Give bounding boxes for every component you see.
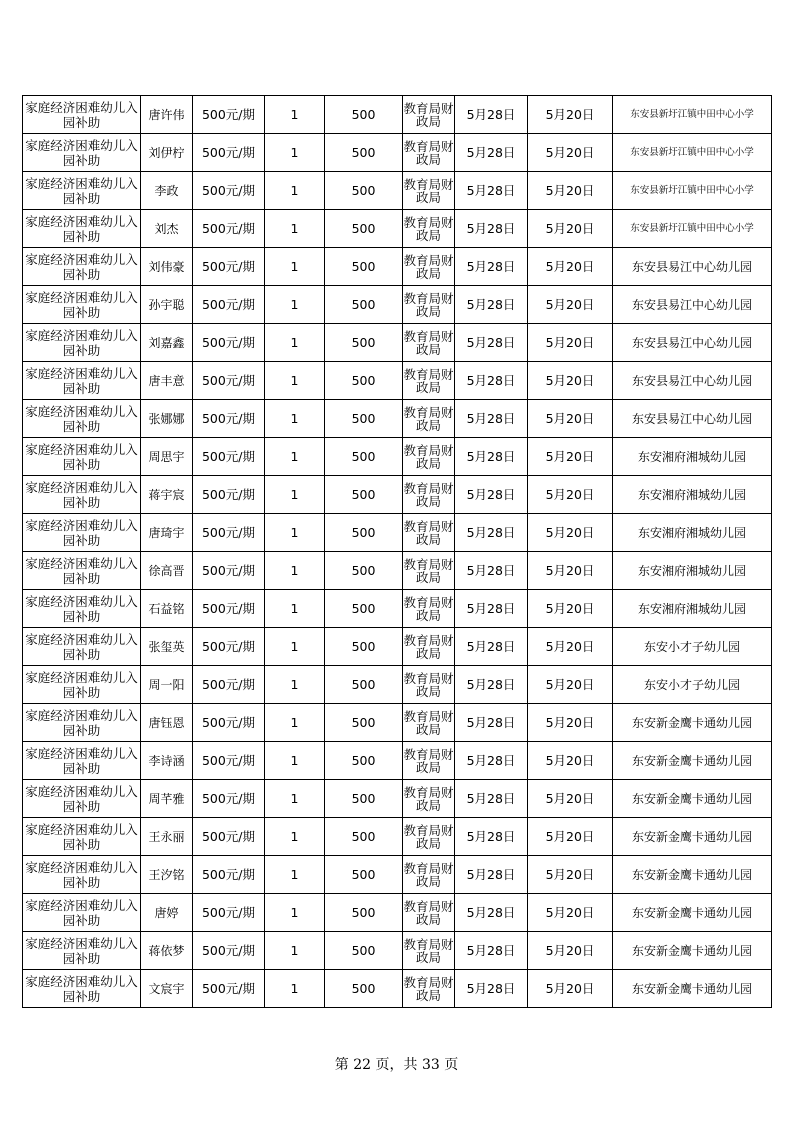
date-cell: 5月28日 xyxy=(455,96,528,134)
count-cell: 1 xyxy=(265,362,325,400)
standard-cell: 500元/期 xyxy=(193,704,265,742)
table-row xyxy=(23,172,772,210)
school-cell: 东安新金鹰卡通幼儿园 xyxy=(613,856,772,894)
department-cell: 教育局财政局 xyxy=(403,476,455,514)
amount-cell: 500 xyxy=(325,970,403,1008)
table-row xyxy=(23,400,772,438)
table-row xyxy=(23,970,772,1008)
subsidy-item-cell: 家庭经济困难幼儿入园补助 xyxy=(23,134,141,172)
count-cell: 1 xyxy=(265,96,325,134)
recipient-name-cell: 刘杰 xyxy=(141,210,193,248)
standard-cell: 500元/期 xyxy=(193,172,265,210)
date-cell: 5月20日 xyxy=(528,742,613,780)
date-cell: 5月28日 xyxy=(455,286,528,324)
date-cell: 5月20日 xyxy=(528,362,613,400)
subsidy-item-cell: 家庭经济困难幼儿入园补助 xyxy=(23,590,141,628)
date-cell: 5月28日 xyxy=(455,476,528,514)
amount-cell: 500 xyxy=(325,96,403,134)
date-cell: 5月20日 xyxy=(528,210,613,248)
school-cell: 东安新金鹰卡通幼儿园 xyxy=(613,780,772,818)
subsidy-item-cell: 家庭经济困难幼儿入园补助 xyxy=(23,324,141,362)
school-cell: 东安新金鹰卡通幼儿园 xyxy=(613,932,772,970)
date-cell: 5月28日 xyxy=(455,894,528,932)
table-row xyxy=(23,780,772,818)
date-cell: 5月20日 xyxy=(528,248,613,286)
count-cell: 1 xyxy=(265,666,325,704)
count-cell: 1 xyxy=(265,590,325,628)
recipient-name-cell: 周芊雅 xyxy=(141,780,193,818)
department-cell: 教育局财政局 xyxy=(403,514,455,552)
date-cell: 5月20日 xyxy=(528,666,613,704)
recipient-name-cell: 李诗涵 xyxy=(141,742,193,780)
count-cell: 1 xyxy=(265,780,325,818)
standard-cell: 500元/期 xyxy=(193,96,265,134)
standard-cell: 500元/期 xyxy=(193,400,265,438)
school-cell: 东安县易江中心幼儿园 xyxy=(613,400,772,438)
amount-cell: 500 xyxy=(325,438,403,476)
standard-cell: 500元/期 xyxy=(193,856,265,894)
table-row xyxy=(23,742,772,780)
recipient-name-cell: 唐婷 xyxy=(141,894,193,932)
recipient-name-cell: 刘嘉鑫 xyxy=(141,324,193,362)
date-cell: 5月28日 xyxy=(455,704,528,742)
date-cell: 5月28日 xyxy=(455,514,528,552)
date-cell: 5月20日 xyxy=(528,552,613,590)
amount-cell: 500 xyxy=(325,666,403,704)
department-cell: 教育局财政局 xyxy=(403,438,455,476)
subsidy-item-cell: 家庭经济困难幼儿入园补助 xyxy=(23,172,141,210)
standard-cell: 500元/期 xyxy=(193,286,265,324)
amount-cell: 500 xyxy=(325,552,403,590)
department-cell: 教育局财政局 xyxy=(403,970,455,1008)
count-cell: 1 xyxy=(265,742,325,780)
subsidy-item-cell: 家庭经济困难幼儿入园补助 xyxy=(23,552,141,590)
subsidy-item-cell: 家庭经济困难幼儿入园补助 xyxy=(23,742,141,780)
count-cell: 1 xyxy=(265,438,325,476)
department-cell: 教育局财政局 xyxy=(403,172,455,210)
standard-cell: 500元/期 xyxy=(193,818,265,856)
amount-cell: 500 xyxy=(325,286,403,324)
amount-cell: 500 xyxy=(325,172,403,210)
subsidy-item-cell: 家庭经济困难幼儿入园补助 xyxy=(23,818,141,856)
standard-cell: 500元/期 xyxy=(193,324,265,362)
department-cell: 教育局财政局 xyxy=(403,552,455,590)
subsidy-item-cell: 家庭经济困难幼儿入园补助 xyxy=(23,932,141,970)
count-cell: 1 xyxy=(265,704,325,742)
standard-cell: 500元/期 xyxy=(193,476,265,514)
standard-cell: 500元/期 xyxy=(193,248,265,286)
amount-cell: 500 xyxy=(325,134,403,172)
recipient-name-cell: 蒋依梦 xyxy=(141,932,193,970)
date-cell: 5月28日 xyxy=(455,400,528,438)
table-row xyxy=(23,324,772,362)
date-cell: 5月20日 xyxy=(528,134,613,172)
table-row xyxy=(23,552,772,590)
count-cell: 1 xyxy=(265,894,325,932)
subsidy-table xyxy=(22,95,772,1008)
recipient-name-cell: 孙宇聪 xyxy=(141,286,193,324)
table-row xyxy=(23,590,772,628)
recipient-name-cell: 王汐铭 xyxy=(141,856,193,894)
amount-cell: 500 xyxy=(325,780,403,818)
count-cell: 1 xyxy=(265,514,325,552)
date-cell: 5月20日 xyxy=(528,704,613,742)
school-cell: 东安小才子幼儿园 xyxy=(613,666,772,704)
amount-cell: 500 xyxy=(325,324,403,362)
subsidy-item-cell: 家庭经济困难幼儿入园补助 xyxy=(23,856,141,894)
amount-cell: 500 xyxy=(325,818,403,856)
date-cell: 5月28日 xyxy=(455,210,528,248)
recipient-name-cell: 唐许伟 xyxy=(141,96,193,134)
school-cell: 东安新金鹰卡通幼儿园 xyxy=(613,818,772,856)
recipient-name-cell: 张玺英 xyxy=(141,628,193,666)
count-cell: 1 xyxy=(265,970,325,1008)
page-footer: 第 22 页，共 33 页 xyxy=(334,1057,459,1073)
amount-cell: 500 xyxy=(325,932,403,970)
date-cell: 5月28日 xyxy=(455,856,528,894)
subsidy-item-cell: 家庭经济困难幼儿入园补助 xyxy=(23,400,141,438)
date-cell: 5月20日 xyxy=(528,628,613,666)
standard-cell: 500元/期 xyxy=(193,780,265,818)
date-cell: 5月20日 xyxy=(528,172,613,210)
date-cell: 5月20日 xyxy=(528,324,613,362)
amount-cell: 500 xyxy=(325,628,403,666)
school-cell: 东安小才子幼儿园 xyxy=(613,628,772,666)
standard-cell: 500元/期 xyxy=(193,362,265,400)
table-row xyxy=(23,96,772,134)
date-cell: 5月28日 xyxy=(455,248,528,286)
recipient-name-cell: 周一阳 xyxy=(141,666,193,704)
subsidy-item-cell: 家庭经济困难幼儿入园补助 xyxy=(23,362,141,400)
school-cell: 东安湘府湘城幼儿园 xyxy=(613,476,772,514)
date-cell: 5月28日 xyxy=(455,172,528,210)
amount-cell: 500 xyxy=(325,362,403,400)
subsidy-item-cell: 家庭经济困难幼儿入园补助 xyxy=(23,210,141,248)
subsidy-item-cell: 家庭经济困难幼儿入园补助 xyxy=(23,628,141,666)
date-cell: 5月28日 xyxy=(455,134,528,172)
standard-cell: 500元/期 xyxy=(193,894,265,932)
table-row xyxy=(23,514,772,552)
date-cell: 5月28日 xyxy=(455,590,528,628)
date-cell: 5月20日 xyxy=(528,286,613,324)
department-cell: 教育局财政局 xyxy=(403,400,455,438)
date-cell: 5月28日 xyxy=(455,628,528,666)
date-cell: 5月28日 xyxy=(455,666,528,704)
amount-cell: 500 xyxy=(325,514,403,552)
school-cell: 东安新金鹰卡通幼儿园 xyxy=(613,894,772,932)
table-row xyxy=(23,286,772,324)
amount-cell: 500 xyxy=(325,210,403,248)
standard-cell: 500元/期 xyxy=(193,628,265,666)
subsidy-item-cell: 家庭经济困难幼儿入园补助 xyxy=(23,476,141,514)
subsidy-item-cell: 家庭经济困难幼儿入园补助 xyxy=(23,780,141,818)
count-cell: 1 xyxy=(265,628,325,666)
department-cell: 教育局财政局 xyxy=(403,590,455,628)
subsidy-item-cell: 家庭经济困难幼儿入园补助 xyxy=(23,666,141,704)
subsidy-item-cell: 家庭经济困难幼儿入园补助 xyxy=(23,514,141,552)
recipient-name-cell: 徐高晋 xyxy=(141,552,193,590)
date-cell: 5月20日 xyxy=(528,590,613,628)
count-cell: 1 xyxy=(265,134,325,172)
date-cell: 5月20日 xyxy=(528,894,613,932)
date-cell: 5月20日 xyxy=(528,818,613,856)
amount-cell: 500 xyxy=(325,856,403,894)
recipient-name-cell: 刘伟豪 xyxy=(141,248,193,286)
table-row xyxy=(23,210,772,248)
school-cell: 东安新金鹰卡通幼儿园 xyxy=(613,970,772,1008)
standard-cell: 500元/期 xyxy=(193,134,265,172)
standard-cell: 500元/期 xyxy=(193,514,265,552)
table-row xyxy=(23,666,772,704)
date-cell: 5月20日 xyxy=(528,476,613,514)
count-cell: 1 xyxy=(265,818,325,856)
table-row xyxy=(23,438,772,476)
table-body xyxy=(23,96,772,1008)
school-cell: 东安县易江中心幼儿园 xyxy=(613,286,772,324)
school-cell: 东安县新圩江镇中田中心小学 xyxy=(613,172,772,210)
school-cell: 东安县易江中心幼儿园 xyxy=(613,362,772,400)
date-cell: 5月28日 xyxy=(455,970,528,1008)
standard-cell: 500元/期 xyxy=(193,932,265,970)
recipient-name-cell: 文宸宇 xyxy=(141,970,193,1008)
table-row xyxy=(23,856,772,894)
department-cell: 教育局财政局 xyxy=(403,780,455,818)
date-cell: 5月28日 xyxy=(455,552,528,590)
school-cell: 东安新金鹰卡通幼儿园 xyxy=(613,704,772,742)
count-cell: 1 xyxy=(265,172,325,210)
date-cell: 5月20日 xyxy=(528,932,613,970)
department-cell: 教育局财政局 xyxy=(403,932,455,970)
department-cell: 教育局财政局 xyxy=(403,324,455,362)
table-row xyxy=(23,894,772,932)
school-cell: 东安湘府湘城幼儿园 xyxy=(613,438,772,476)
recipient-name-cell: 唐琦宇 xyxy=(141,514,193,552)
date-cell: 5月28日 xyxy=(455,818,528,856)
subsidy-item-cell: 家庭经济困难幼儿入园补助 xyxy=(23,894,141,932)
date-cell: 5月20日 xyxy=(528,96,613,134)
recipient-name-cell: 王永丽 xyxy=(141,818,193,856)
standard-cell: 500元/期 xyxy=(193,666,265,704)
subsidy-item-cell: 家庭经济困难幼儿入园补助 xyxy=(23,286,141,324)
date-cell: 5月20日 xyxy=(528,970,613,1008)
date-cell: 5月28日 xyxy=(455,362,528,400)
amount-cell: 500 xyxy=(325,704,403,742)
date-cell: 5月20日 xyxy=(528,400,613,438)
count-cell: 1 xyxy=(265,324,325,362)
standard-cell: 500元/期 xyxy=(193,742,265,780)
standard-cell: 500元/期 xyxy=(193,590,265,628)
amount-cell: 500 xyxy=(325,400,403,438)
department-cell: 教育局财政局 xyxy=(403,210,455,248)
department-cell: 教育局财政局 xyxy=(403,742,455,780)
date-cell: 5月20日 xyxy=(528,780,613,818)
school-cell: 东安县新圩江镇中田中心小学 xyxy=(613,96,772,134)
recipient-name-cell: 唐丰意 xyxy=(141,362,193,400)
count-cell: 1 xyxy=(265,476,325,514)
table-row xyxy=(23,818,772,856)
date-cell: 5月28日 xyxy=(455,324,528,362)
department-cell: 教育局财政局 xyxy=(403,362,455,400)
subsidy-item-cell: 家庭经济困难幼儿入园补助 xyxy=(23,96,141,134)
school-cell: 东安县新圩江镇中田中心小学 xyxy=(613,134,772,172)
school-cell: 东安湘府湘城幼儿园 xyxy=(613,552,772,590)
date-cell: 5月20日 xyxy=(528,438,613,476)
standard-cell: 500元/期 xyxy=(193,970,265,1008)
date-cell: 5月20日 xyxy=(528,514,613,552)
school-cell: 东安县新圩江镇中田中心小学 xyxy=(613,210,772,248)
subsidy-item-cell: 家庭经济困难幼儿入园补助 xyxy=(23,248,141,286)
count-cell: 1 xyxy=(265,400,325,438)
table-row xyxy=(23,362,772,400)
table-row xyxy=(23,628,772,666)
recipient-name-cell: 石益铭 xyxy=(141,590,193,628)
count-cell: 1 xyxy=(265,248,325,286)
department-cell: 教育局财政局 xyxy=(403,704,455,742)
school-cell: 东安湘府湘城幼儿园 xyxy=(613,590,772,628)
date-cell: 5月28日 xyxy=(455,742,528,780)
school-cell: 东安县易江中心幼儿园 xyxy=(613,324,772,362)
date-cell: 5月20日 xyxy=(528,856,613,894)
table-row xyxy=(23,248,772,286)
recipient-name-cell: 张娜娜 xyxy=(141,400,193,438)
school-cell: 东安湘府湘城幼儿园 xyxy=(613,514,772,552)
amount-cell: 500 xyxy=(325,894,403,932)
amount-cell: 500 xyxy=(325,590,403,628)
department-cell: 教育局财政局 xyxy=(403,134,455,172)
department-cell: 教育局财政局 xyxy=(403,248,455,286)
count-cell: 1 xyxy=(265,286,325,324)
department-cell: 教育局财政局 xyxy=(403,628,455,666)
amount-cell: 500 xyxy=(325,248,403,286)
standard-cell: 500元/期 xyxy=(193,210,265,248)
subsidy-item-cell: 家庭经济困难幼儿入园补助 xyxy=(23,704,141,742)
amount-cell: 500 xyxy=(325,742,403,780)
school-cell: 东安新金鹰卡通幼儿园 xyxy=(613,742,772,780)
count-cell: 1 xyxy=(265,552,325,590)
standard-cell: 500元/期 xyxy=(193,552,265,590)
table-row xyxy=(23,134,772,172)
table-row xyxy=(23,932,772,970)
recipient-name-cell: 唐钰恩 xyxy=(141,704,193,742)
recipient-name-cell: 刘伊柠 xyxy=(141,134,193,172)
recipient-name-cell: 蒋宇宸 xyxy=(141,476,193,514)
school-cell: 东安县易江中心幼儿园 xyxy=(613,248,772,286)
department-cell: 教育局财政局 xyxy=(403,818,455,856)
date-cell: 5月28日 xyxy=(455,932,528,970)
subsidy-item-cell: 家庭经济困难幼儿入园补助 xyxy=(23,970,141,1008)
department-cell: 教育局财政局 xyxy=(403,286,455,324)
recipient-name-cell: 李政 xyxy=(141,172,193,210)
department-cell: 教育局财政局 xyxy=(403,666,455,704)
subsidy-item-cell: 家庭经济困难幼儿入园补助 xyxy=(23,438,141,476)
table-row xyxy=(23,704,772,742)
count-cell: 1 xyxy=(265,856,325,894)
recipient-name-cell: 周思宇 xyxy=(141,438,193,476)
count-cell: 1 xyxy=(265,932,325,970)
department-cell: 教育局财政局 xyxy=(403,96,455,134)
department-cell: 教育局财政局 xyxy=(403,894,455,932)
amount-cell: 500 xyxy=(325,476,403,514)
date-cell: 5月28日 xyxy=(455,780,528,818)
department-cell: 教育局财政局 xyxy=(403,856,455,894)
table-row xyxy=(23,476,772,514)
standard-cell: 500元/期 xyxy=(193,438,265,476)
count-cell: 1 xyxy=(265,210,325,248)
date-cell: 5月28日 xyxy=(455,438,528,476)
